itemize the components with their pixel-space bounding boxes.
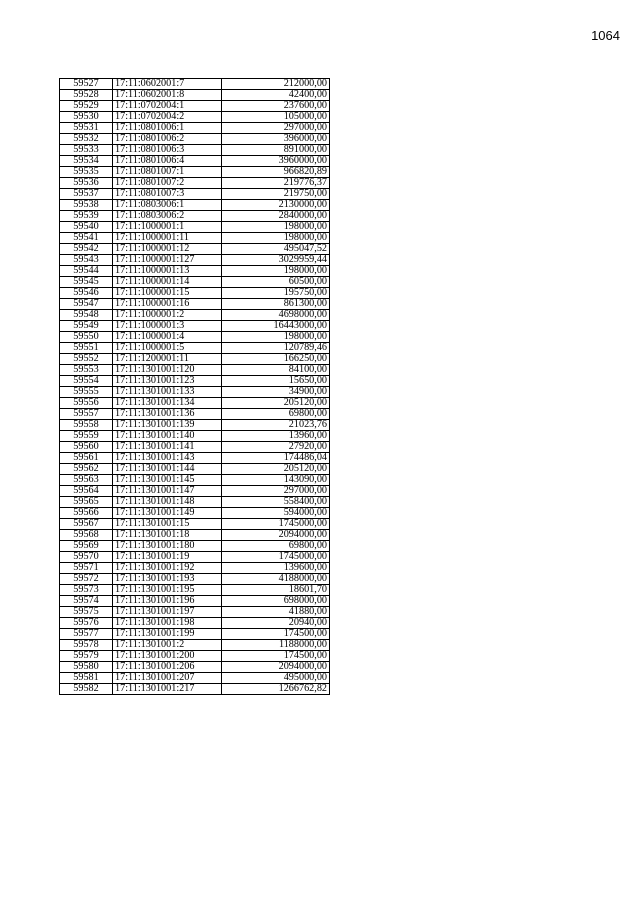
cadastral-value-cell: 698000,00 (222, 596, 330, 607)
table-row (60, 508, 330, 519)
table-row (60, 233, 330, 244)
cadastral-number-cell: 17:11:1000001:1 (113, 222, 222, 233)
table-row (60, 266, 330, 277)
cadastral-number-cell: 17:11:1301001:196 (113, 596, 222, 607)
table-row (60, 640, 330, 651)
table-row (60, 90, 330, 101)
cadastral-value-cell: 861300,00 (222, 299, 330, 310)
row-number-cell: 59558 (60, 420, 113, 431)
cadastral-number-cell: 17:11:1301001:123 (113, 376, 222, 387)
cadastral-value-table (59, 78, 330, 695)
table-row (60, 299, 330, 310)
row-number-cell: 59567 (60, 519, 113, 530)
cadastral-number-cell: 17:11:1301001:195 (113, 585, 222, 596)
row-number-cell: 59537 (60, 189, 113, 200)
table-row (60, 453, 330, 464)
table-row (60, 442, 330, 453)
cadastral-number-cell: 17:11:0803006:1 (113, 200, 222, 211)
cadastral-value-cell: 198000,00 (222, 332, 330, 343)
table-row (60, 310, 330, 321)
row-number-cell: 59580 (60, 662, 113, 673)
cadastral-value-cell: 18601,70 (222, 585, 330, 596)
table-row (60, 464, 330, 475)
cadastral-number-cell: 17:11:1301001:143 (113, 453, 222, 464)
cadastral-number-cell: 17:11:0702004:1 (113, 101, 222, 112)
table-row (60, 497, 330, 508)
cadastral-value-cell: 34900,00 (222, 387, 330, 398)
row-number-cell: 59572 (60, 574, 113, 585)
row-number-cell: 59554 (60, 376, 113, 387)
cadastral-number-cell: 17:11:0602001:7 (113, 79, 222, 90)
cadastral-number-cell: 17:11:1301001:180 (113, 541, 222, 552)
cadastral-value-cell: 4188000,00 (222, 574, 330, 585)
table-row (60, 134, 330, 145)
cadastral-value-cell: 42400,00 (222, 90, 330, 101)
cadastral-value-cell: 21023,76 (222, 420, 330, 431)
table-row (60, 288, 330, 299)
table-row (60, 651, 330, 662)
cadastral-value-cell: 15650,00 (222, 376, 330, 387)
row-number-cell: 59556 (60, 398, 113, 409)
row-number-cell: 59544 (60, 266, 113, 277)
table-row (60, 343, 330, 354)
cadastral-number-cell: 17:11:0702004:2 (113, 112, 222, 123)
table-row (60, 519, 330, 530)
cadastral-number-cell: 17:11:1301001:18 (113, 530, 222, 541)
cadastral-value-cell: 1188000,00 (222, 640, 330, 651)
table-row (60, 178, 330, 189)
row-number-cell: 59546 (60, 288, 113, 299)
cadastral-number-cell: 17:11:0801007:3 (113, 189, 222, 200)
cadastral-number-cell: 17:11:1301001:197 (113, 607, 222, 618)
row-number-cell: 59531 (60, 123, 113, 134)
cadastral-number-cell: 17:11:1301001:141 (113, 442, 222, 453)
row-number-cell: 59538 (60, 200, 113, 211)
row-number-cell: 59543 (60, 255, 113, 266)
table-row (60, 101, 330, 112)
cadastral-value-cell: 219750,00 (222, 189, 330, 200)
table-body (60, 79, 330, 695)
cadastral-value-cell: 1745000,00 (222, 552, 330, 563)
page-number: 1064 (591, 28, 620, 43)
cadastral-number-cell: 17:11:0801007:1 (113, 167, 222, 178)
row-number-cell: 59562 (60, 464, 113, 475)
row-number-cell: 59565 (60, 497, 113, 508)
cadastral-value-cell: 4698000,00 (222, 310, 330, 321)
table-row (60, 189, 330, 200)
row-number-cell: 59549 (60, 321, 113, 332)
table-row (60, 332, 330, 343)
row-number-cell: 59540 (60, 222, 113, 233)
cadastral-number-cell: 17:11:0801007:2 (113, 178, 222, 189)
table-row (60, 552, 330, 563)
row-number-cell: 59563 (60, 475, 113, 486)
row-number-cell: 59573 (60, 585, 113, 596)
row-number-cell: 59570 (60, 552, 113, 563)
row-number-cell: 59574 (60, 596, 113, 607)
cadastral-value-cell: 143090,00 (222, 475, 330, 486)
cadastral-value-cell: 297000,00 (222, 123, 330, 134)
row-number-cell: 59542 (60, 244, 113, 255)
cadastral-number-cell: 17:11:1301001:120 (113, 365, 222, 376)
cadastral-number-cell: 17:11:0801006:3 (113, 145, 222, 156)
cadastral-number-cell: 17:11:1000001:16 (113, 299, 222, 310)
table-row (60, 123, 330, 134)
cadastral-number-cell: 17:11:1301001:199 (113, 629, 222, 640)
table-row (60, 255, 330, 266)
cadastral-number-cell: 17:11:1301001:148 (113, 497, 222, 508)
cadastral-value-cell: 69800,00 (222, 541, 330, 552)
cadastral-value-cell: 219776,37 (222, 178, 330, 189)
row-number-cell: 59566 (60, 508, 113, 519)
cadastral-value-cell: 139600,00 (222, 563, 330, 574)
table-row (60, 420, 330, 431)
cadastral-value-cell: 3960000,00 (222, 156, 330, 167)
table-row (60, 398, 330, 409)
row-number-cell: 59536 (60, 178, 113, 189)
cadastral-number-cell: 17:11:0602001:8 (113, 90, 222, 101)
cadastral-number-cell: 17:11:1301001:147 (113, 486, 222, 497)
cadastral-value-cell: 966820,89 (222, 167, 330, 178)
cadastral-number-cell: 17:11:1000001:13 (113, 266, 222, 277)
cadastral-number-cell: 17:11:1000001:5 (113, 343, 222, 354)
cadastral-number-cell: 17:11:0801006:4 (113, 156, 222, 167)
row-number-cell: 59529 (60, 101, 113, 112)
cadastral-value-cell: 41880,00 (222, 607, 330, 618)
table-row (60, 673, 330, 684)
row-number-cell: 59560 (60, 442, 113, 453)
cadastral-value-cell: 198000,00 (222, 233, 330, 244)
cadastral-value-cell: 27920,00 (222, 442, 330, 453)
table-row (60, 684, 330, 695)
cadastral-number-cell: 17:11:1301001:217 (113, 684, 222, 695)
row-number-cell: 59550 (60, 332, 113, 343)
cadastral-number-cell: 17:11:0803006:2 (113, 211, 222, 222)
table-row (60, 79, 330, 90)
table-row (60, 618, 330, 629)
cadastral-value-cell: 84100,00 (222, 365, 330, 376)
cadastral-value-cell: 3029959,44 (222, 255, 330, 266)
row-number-cell: 59551 (60, 343, 113, 354)
row-number-cell: 59575 (60, 607, 113, 618)
row-number-cell: 59569 (60, 541, 113, 552)
cadastral-number-cell: 17:11:1301001:140 (113, 431, 222, 442)
cadastral-value-cell: 212000,00 (222, 79, 330, 90)
row-number-cell: 59541 (60, 233, 113, 244)
cadastral-value-cell: 594000,00 (222, 508, 330, 519)
cadastral-number-cell: 17:11:1301001:139 (113, 420, 222, 431)
table-row (60, 530, 330, 541)
row-number-cell: 59533 (60, 145, 113, 156)
cadastral-number-cell: 17:11:1000001:2 (113, 310, 222, 321)
table-row (60, 145, 330, 156)
table-row (60, 365, 330, 376)
cadastral-number-cell: 17:11:1301001:206 (113, 662, 222, 673)
row-number-cell: 59535 (60, 167, 113, 178)
cadastral-value-cell: 198000,00 (222, 266, 330, 277)
cadastral-number-cell: 17:11:1301001:207 (113, 673, 222, 684)
row-number-cell: 59559 (60, 431, 113, 442)
table-row (60, 431, 330, 442)
cadastral-value-cell: 1745000,00 (222, 519, 330, 530)
table-row (60, 156, 330, 167)
row-number-cell: 59561 (60, 453, 113, 464)
cadastral-number-cell: 17:11:1000001:11 (113, 233, 222, 244)
cadastral-number-cell: 17:11:1301001:134 (113, 398, 222, 409)
table-row (60, 607, 330, 618)
cadastral-value-cell: 166250,00 (222, 354, 330, 365)
cadastral-number-cell: 17:11:1301001:145 (113, 475, 222, 486)
cadastral-value-cell: 1266762,82 (222, 684, 330, 695)
cadastral-number-cell: 17:11:1301001:19 (113, 552, 222, 563)
table-row (60, 376, 330, 387)
cadastral-value-cell: 60500,00 (222, 277, 330, 288)
cadastral-number-cell: 17:11:1000001:3 (113, 321, 222, 332)
cadastral-number-cell: 17:11:1000001:127 (113, 255, 222, 266)
cadastral-value-cell: 205120,00 (222, 398, 330, 409)
cadastral-number-cell: 17:11:1301001:149 (113, 508, 222, 519)
table-row (60, 112, 330, 123)
cadastral-value-cell: 495047,52 (222, 244, 330, 255)
table-row (60, 486, 330, 497)
cadastral-value-cell: 2094000,00 (222, 662, 330, 673)
cadastral-number-cell: 17:11:0801006:2 (113, 134, 222, 145)
table-row (60, 244, 330, 255)
table-row (60, 211, 330, 222)
cadastral-number-cell: 17:11:1000001:4 (113, 332, 222, 343)
cadastral-value-cell: 237600,00 (222, 101, 330, 112)
table-row (60, 596, 330, 607)
cadastral-value-cell: 2840000,00 (222, 211, 330, 222)
cadastral-value-cell: 558400,00 (222, 497, 330, 508)
table-row (60, 585, 330, 596)
table-row (60, 200, 330, 211)
row-number-cell: 59553 (60, 365, 113, 376)
cadastral-number-cell: 17:11:1301001:193 (113, 574, 222, 585)
cadastral-number-cell: 17:11:1000001:15 (113, 288, 222, 299)
row-number-cell: 59527 (60, 79, 113, 90)
table-row (60, 409, 330, 420)
row-number-cell: 59530 (60, 112, 113, 123)
cadastral-value-cell: 105000,00 (222, 112, 330, 123)
cadastral-number-cell: 17:11:1000001:12 (113, 244, 222, 255)
cadastral-number-cell: 17:11:1301001:15 (113, 519, 222, 530)
table-row (60, 574, 330, 585)
cadastral-value-cell: 198000,00 (222, 222, 330, 233)
cadastral-value-cell: 891000,00 (222, 145, 330, 156)
row-number-cell: 59582 (60, 684, 113, 695)
row-number-cell: 59571 (60, 563, 113, 574)
table-row (60, 541, 330, 552)
cadastral-value-cell: 16443000,00 (222, 321, 330, 332)
cadastral-number-cell: 17:11:1301001:2 (113, 640, 222, 651)
cadastral-value-cell: 13960,00 (222, 431, 330, 442)
table-row (60, 167, 330, 178)
cadastral-value-cell: 396000,00 (222, 134, 330, 145)
row-number-cell: 59557 (60, 409, 113, 420)
row-number-cell: 59545 (60, 277, 113, 288)
row-number-cell: 59581 (60, 673, 113, 684)
cadastral-value-cell: 120789,46 (222, 343, 330, 354)
row-number-cell: 59547 (60, 299, 113, 310)
cadastral-value-cell: 495000,00 (222, 673, 330, 684)
cadastral-number-cell: 17:11:1301001:144 (113, 464, 222, 475)
cadastral-number-cell: 17:11:1000001:14 (113, 277, 222, 288)
row-number-cell: 59568 (60, 530, 113, 541)
cadastral-value-cell: 195750,00 (222, 288, 330, 299)
table-row (60, 354, 330, 365)
cadastral-value-cell: 20940,00 (222, 618, 330, 629)
table-row (60, 629, 330, 640)
table-row (60, 475, 330, 486)
row-number-cell: 59532 (60, 134, 113, 145)
cadastral-number-cell: 17:11:1200001:11 (113, 354, 222, 365)
cadastral-value-cell: 2130000,00 (222, 200, 330, 211)
row-number-cell: 59528 (60, 90, 113, 101)
row-number-cell: 59552 (60, 354, 113, 365)
cadastral-value-cell: 174500,00 (222, 629, 330, 640)
row-number-cell: 59578 (60, 640, 113, 651)
table-row (60, 321, 330, 332)
table-row (60, 563, 330, 574)
cadastral-value-cell: 205120,00 (222, 464, 330, 475)
row-number-cell: 59548 (60, 310, 113, 321)
table-row (60, 387, 330, 398)
row-number-cell: 59534 (60, 156, 113, 167)
table-row (60, 662, 330, 673)
cadastral-number-cell: 17:11:1301001:198 (113, 618, 222, 629)
row-number-cell: 59577 (60, 629, 113, 640)
cadastral-number-cell: 17:11:1301001:200 (113, 651, 222, 662)
table-row (60, 222, 330, 233)
row-number-cell: 59564 (60, 486, 113, 497)
cadastral-number-cell: 17:11:0801006:1 (113, 123, 222, 134)
row-number-cell: 59579 (60, 651, 113, 662)
cadastral-number-cell: 17:11:1301001:192 (113, 563, 222, 574)
table-row (60, 277, 330, 288)
row-number-cell: 59555 (60, 387, 113, 398)
cadastral-value-cell: 174500,00 (222, 651, 330, 662)
cadastral-value-cell: 174486,04 (222, 453, 330, 464)
row-number-cell: 59576 (60, 618, 113, 629)
cadastral-value-cell: 2094000,00 (222, 530, 330, 541)
cadastral-value-cell: 69800,00 (222, 409, 330, 420)
cadastral-value-cell: 297000,00 (222, 486, 330, 497)
cadastral-number-cell: 17:11:1301001:133 (113, 387, 222, 398)
cadastral-number-cell: 17:11:1301001:136 (113, 409, 222, 420)
row-number-cell: 59539 (60, 211, 113, 222)
